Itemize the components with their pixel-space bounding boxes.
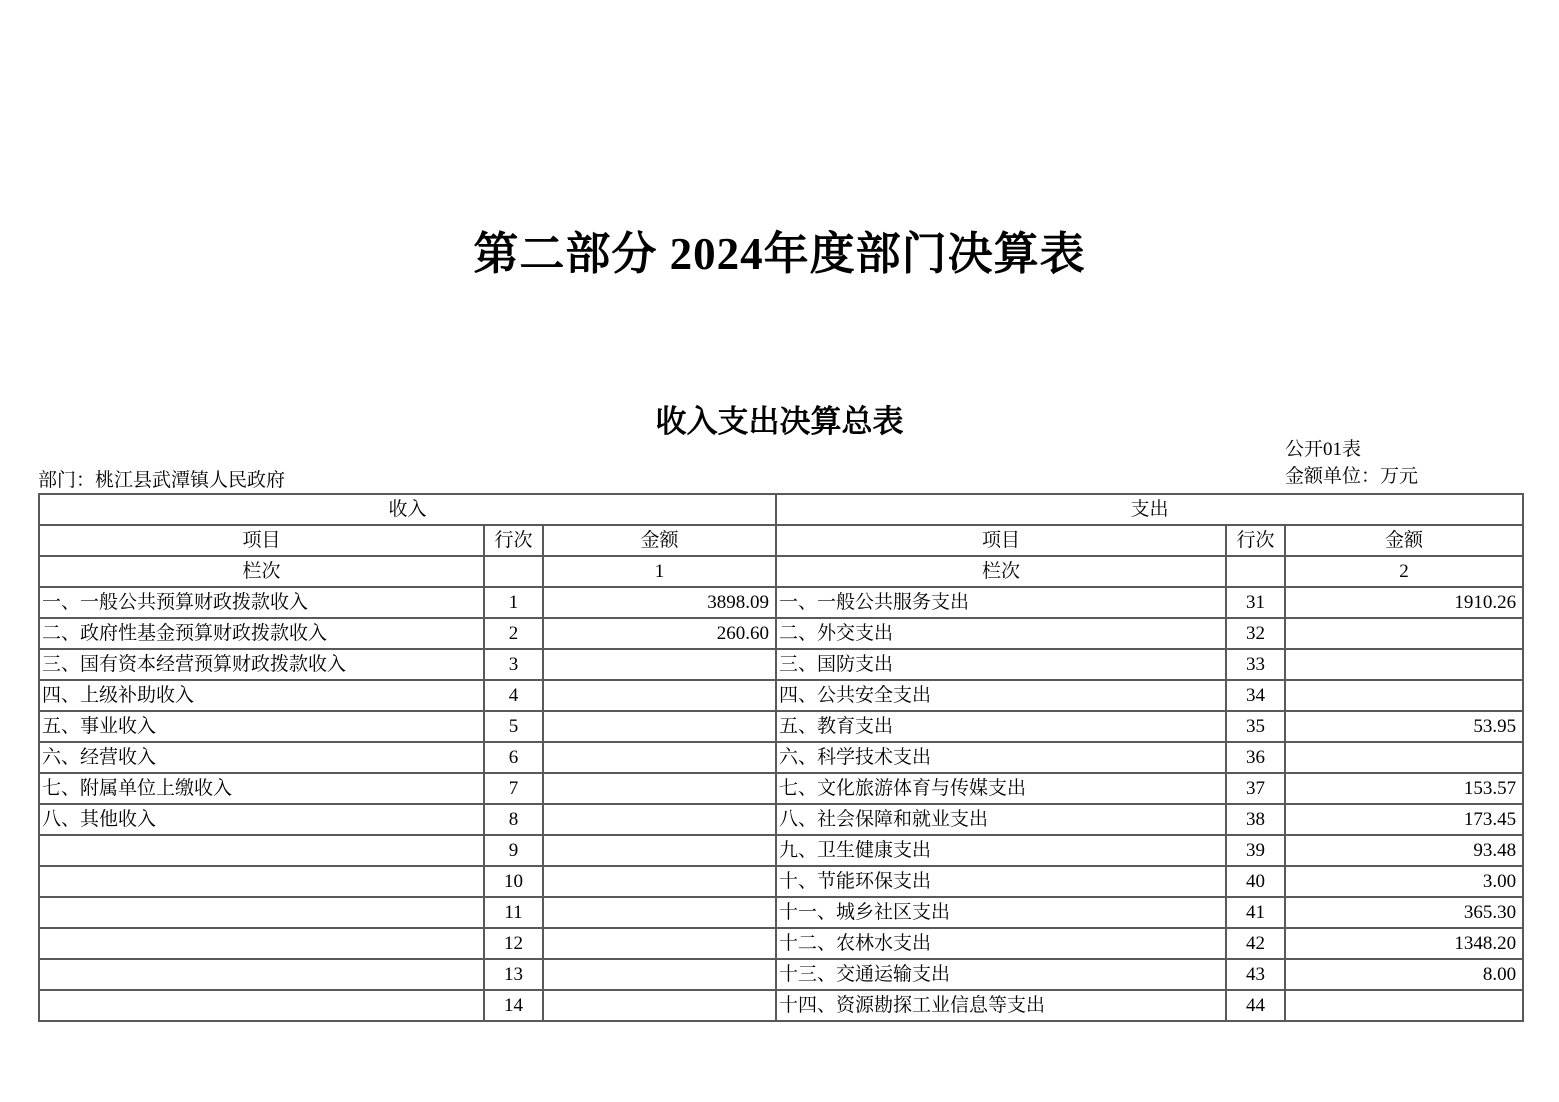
income-amount-header: 金额	[543, 525, 776, 556]
expense-item-cell: 十、节能环保支出	[776, 866, 1226, 897]
expense-line-cell: 34	[1226, 680, 1285, 711]
expense-index-number: 2	[1285, 556, 1523, 587]
table-row	[39, 866, 1523, 897]
income-line-cell: 9	[484, 835, 543, 866]
table-row	[39, 742, 1523, 773]
income-amount-cell	[543, 742, 776, 773]
section-header-row	[39, 494, 1523, 525]
expense-line-cell: 36	[1226, 742, 1285, 773]
expense-item-cell: 三、国防支出	[776, 649, 1226, 680]
income-item-cell: 四、上级补助收入	[39, 680, 484, 711]
income-line-cell: 12	[484, 928, 543, 959]
income-amount-cell	[543, 928, 776, 959]
expense-line-cell: 31	[1226, 587, 1285, 618]
table-title: 收入支出决算总表	[655, 404, 904, 439]
expense-amount-cell: 8.00	[1285, 959, 1523, 990]
unit-label: 金额单位：万元	[1285, 466, 1419, 487]
table-code-label: 公开01表	[1285, 439, 1362, 460]
column-index-row	[39, 556, 1523, 587]
income-item-cell: 一、一般公共预算财政拨款收入	[39, 587, 484, 618]
income-line-cell: 2	[484, 618, 543, 649]
income-line-cell: 10	[484, 866, 543, 897]
income-amount-cell	[543, 959, 776, 990]
income-item-cell: 二、政府性基金预算财政拨款收入	[39, 618, 484, 649]
table-row	[39, 928, 1523, 959]
expense-line-cell: 35	[1226, 711, 1285, 742]
table-body	[39, 587, 1523, 1021]
expense-line-cell: 32	[1226, 618, 1285, 649]
income-item-cell: 三、国有资本经营预算财政拨款收入	[39, 649, 484, 680]
expense-amount-cell: 153.57	[1285, 773, 1523, 804]
expense-line-cell: 42	[1226, 928, 1285, 959]
income-item-cell: 八、其他收入	[39, 804, 484, 835]
expense-amount-cell: 1348.20	[1285, 928, 1523, 959]
income-section-header: 收入	[39, 494, 776, 525]
table-row	[39, 649, 1523, 680]
income-amount-cell	[543, 680, 776, 711]
expense-item-cell: 六、科学技术支出	[776, 742, 1226, 773]
expense-line-cell: 33	[1226, 649, 1285, 680]
income-amount-cell	[543, 649, 776, 680]
expense-item-cell: 八、社会保障和就业支出	[776, 804, 1226, 835]
income-item-cell: 六、经营收入	[39, 742, 484, 773]
expense-item-cell: 十一、城乡社区支出	[776, 897, 1226, 928]
expense-line-cell: 40	[1226, 866, 1285, 897]
table-row	[39, 959, 1523, 990]
income-line-cell: 8	[484, 804, 543, 835]
income-line-cell: 14	[484, 990, 543, 1021]
table-row	[39, 618, 1523, 649]
expense-line-cell: 39	[1226, 835, 1285, 866]
expense-amount-cell	[1285, 680, 1523, 711]
expense-amount-cell	[1285, 618, 1523, 649]
income-line-cell: 6	[484, 742, 543, 773]
expense-amount-cell	[1285, 742, 1523, 773]
table-row	[39, 711, 1523, 742]
budget-summary-table	[38, 493, 1524, 1022]
page-title: 第二部分 2024年度部门决算表	[473, 229, 1086, 279]
income-index-label: 栏次	[39, 556, 484, 587]
expense-line-cell: 37	[1226, 773, 1285, 804]
expense-item-cell: 十二、农林水支出	[776, 928, 1226, 959]
expense-amount-cell	[1285, 649, 1523, 680]
income-amount-cell	[543, 897, 776, 928]
expense-amount-cell: 1910.26	[1285, 587, 1523, 618]
expense-amount-cell	[1285, 990, 1523, 1021]
income-item-header: 项目	[39, 525, 484, 556]
expense-amount-cell: 53.95	[1285, 711, 1523, 742]
department-label: 部门：桃江县武潭镇人民政府	[38, 470, 286, 491]
table-row	[39, 835, 1523, 866]
column-header-row	[39, 525, 1523, 556]
income-index-blank	[484, 556, 543, 587]
table-row	[39, 680, 1523, 711]
income-line-cell: 13	[484, 959, 543, 990]
income-amount-cell	[543, 804, 776, 835]
expense-item-cell: 十四、资源勘探工业信息等支出	[776, 990, 1226, 1021]
income-item-cell	[39, 835, 484, 866]
expense-section-header: 支出	[776, 494, 1523, 525]
expense-line-header: 行次	[1226, 525, 1285, 556]
expense-item-cell: 一、一般公共服务支出	[776, 587, 1226, 618]
income-line-header: 行次	[484, 525, 543, 556]
income-item-cell	[39, 928, 484, 959]
expense-index-label: 栏次	[776, 556, 1226, 587]
expense-amount-cell: 3.00	[1285, 866, 1523, 897]
income-line-cell: 3	[484, 649, 543, 680]
expense-amount-header: 金额	[1285, 525, 1523, 556]
income-amount-cell	[543, 711, 776, 742]
expense-item-cell: 十三、交通运输支出	[776, 959, 1226, 990]
income-item-cell	[39, 866, 484, 897]
income-index-number: 1	[543, 556, 776, 587]
expense-item-cell: 二、外交支出	[776, 618, 1226, 649]
table-row	[39, 804, 1523, 835]
income-item-cell	[39, 959, 484, 990]
table-meta	[1285, 436, 1418, 490]
income-item-cell: 七、附属单位上缴收入	[39, 773, 484, 804]
income-amount-cell	[543, 773, 776, 804]
income-amount-cell: 3898.09	[543, 587, 776, 618]
expense-line-cell: 44	[1226, 990, 1285, 1021]
expense-line-cell: 43	[1226, 959, 1285, 990]
income-line-cell: 7	[484, 773, 543, 804]
expense-item-cell: 四、公共安全支出	[776, 680, 1226, 711]
income-item-cell	[39, 990, 484, 1021]
table-row	[39, 897, 1523, 928]
income-line-cell: 5	[484, 711, 543, 742]
expense-amount-cell: 173.45	[1285, 804, 1523, 835]
table-row	[39, 990, 1523, 1021]
expense-index-blank	[1226, 556, 1285, 587]
expense-line-cell: 38	[1226, 804, 1285, 835]
income-amount-cell	[543, 835, 776, 866]
income-amount-cell	[543, 990, 776, 1021]
expense-item-cell: 七、文化旅游体育与传媒支出	[776, 773, 1226, 804]
income-line-cell: 11	[484, 897, 543, 928]
income-line-cell: 1	[484, 587, 543, 618]
expense-item-cell: 九、卫生健康支出	[776, 835, 1226, 866]
expense-item-header: 项目	[776, 525, 1226, 556]
expense-item-cell: 五、教育支出	[776, 711, 1226, 742]
income-item-cell: 五、事业收入	[39, 711, 484, 742]
expense-amount-cell: 93.48	[1285, 835, 1523, 866]
income-item-cell	[39, 897, 484, 928]
expense-line-cell: 41	[1226, 897, 1285, 928]
expense-amount-cell: 365.30	[1285, 897, 1523, 928]
income-amount-cell	[543, 866, 776, 897]
table-row	[39, 587, 1523, 618]
table-row	[39, 773, 1523, 804]
income-amount-cell: 260.60	[543, 618, 776, 649]
income-line-cell: 4	[484, 680, 543, 711]
